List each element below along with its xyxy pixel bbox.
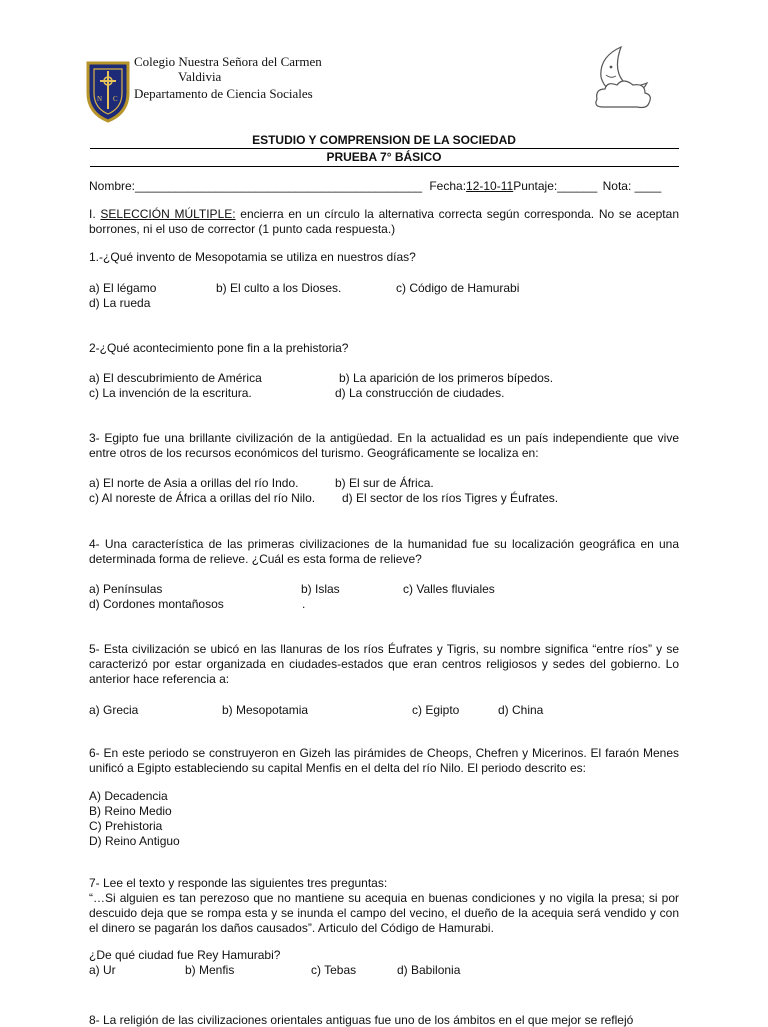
date-label: Fecha: (429, 179, 467, 193)
section-instructions: I. SELECCIÓN MÚLTIPLE: encierra en un círculo la alternativa correcta según corresponda. No se aceptan borrones, ni el uso de corrector (1 punto cada respuesta.) (89, 207, 679, 236)
score-field[interactable]: Puntaje:______ (513, 179, 598, 193)
question-7-intro: 7- Lee el texto y responde las siguientes tres preguntas: (89, 876, 388, 890)
question-5-text: 5- Esta civilización se ubicó en las llanuras de los ríos Éufrates y Tigris, su nombre significa “entre ríos” y se caracterizó por estar organizada en ciudades-estados que eran centros religiosos y sedes del gobierno. Lo anterior hace referencia a: (89, 642, 679, 686)
q6-option-d[interactable]: D) Reino Antiguo (89, 834, 180, 848)
q7-option-a[interactable]: a) Ur (89, 963, 116, 977)
exam-subtitle: PRUEBA 7° BÁSICO (326, 150, 442, 164)
q7-option-b[interactable]: b) Menfis (185, 963, 235, 977)
q5-option-c[interactable]: c) Egipto (412, 703, 460, 717)
school-name: Colegio Nuestra Señora del Carmen (134, 54, 322, 69)
q4-option-a[interactable]: a) Penínsulas (89, 582, 163, 596)
student-info-line (89, 179, 661, 193)
q4-stray-dot: . (302, 597, 306, 611)
q1-option-c[interactable]: c) Código de Hamurabi (396, 281, 520, 295)
school-crest-logo (84, 59, 132, 123)
name-field[interactable]: Nombre:___________________________________________ (89, 179, 422, 193)
q5-option-d[interactable]: d) China (498, 703, 544, 717)
section-heading: SELECCIÓN MÚLTIPLE: (100, 207, 236, 221)
q2-option-c[interactable]: c) La invención de la escritura. (89, 386, 252, 400)
department-name: Departamento de Ciencia Sociales (134, 86, 313, 101)
svg-text:C: C (113, 95, 118, 103)
q3-option-a[interactable]: a) El norte de Asia a orillas del río Indo. (89, 476, 299, 490)
q2-option-d[interactable]: d) La construcción de ciudades. (335, 386, 505, 400)
q3-option-d[interactable]: d) El sector de los ríos Tigres y Éufrates. (342, 491, 559, 505)
q7-option-d[interactable]: d) Babilonia (397, 963, 461, 977)
question-7-quote: “…Si alguien es tan perezoso que no mantiene su acequia en buenas condiciones y no vigila la presa; si por descuido deja que se rompa esta y se inunda el campo del vecino, el dueño de la acequia será vendido y con el dinero se pagarán los daños causados”. Articulo del Código de Hamurabi. (89, 891, 679, 935)
q2-option-b[interactable]: b) La aparición de los primeros bípedos. (339, 371, 554, 385)
q3-option-b[interactable]: b) El sur de África. (335, 476, 434, 490)
date-value: 12-10-11 (466, 179, 514, 193)
question-2-text: 2-¿Qué acontecimiento pone fin a la prehistoria? (89, 341, 349, 355)
q6-option-c[interactable]: C) Prehistoria (89, 819, 163, 833)
q4-option-c[interactable]: c) Valles fluviales (403, 582, 495, 596)
q4-option-b[interactable]: b) Islas (301, 582, 340, 596)
q1-option-d[interactable]: d) La rueda (89, 296, 151, 310)
q3-option-c[interactable]: c) Al noreste de África a orillas del río Nilo. (89, 491, 316, 505)
title-rule-top (90, 148, 679, 149)
q4-option-d[interactable]: d) Cordones montañosos (89, 597, 224, 611)
question-8-text: 8- La religión de las civilizaciones orientales antiguas fue uno de los ámbitos en el que mejor se reflejó (89, 1013, 634, 1027)
q1-option-a[interactable]: a) El légamo (89, 281, 157, 295)
question-4-text: 4- Una característica de las primeras civilizaciones de la humanidad fue su localización geográfica en una determinada forma de relieve. ¿Cuál es esta forma de relieve? (89, 537, 679, 566)
title-rule-bottom (90, 166, 679, 167)
exam-title: ESTUDIO Y COMPRENSION DE LA SOCIEDAD (252, 133, 516, 147)
q6-option-a[interactable]: A) Decadencia (89, 789, 168, 803)
moon-cloud-icon (591, 43, 657, 111)
svg-text:N: N (97, 95, 103, 103)
grade-field[interactable]: Nota: ____ (602, 179, 662, 193)
q7-option-c[interactable]: c) Tebas (311, 963, 357, 977)
q2-option-a[interactable]: a) El descubrimiento de América (89, 371, 262, 385)
q6-option-b[interactable]: B) Reino Medio (89, 804, 172, 818)
q5-option-a[interactable]: a) Grecia (89, 703, 139, 717)
question-6-text: 6- En este periodo se construyeron en Gizeh las pirámides de Cheops, Chefren y Micerinos. El faraón Menes unificó a Egipto estableciendo su capital Menfis en el delta del río Nilo. El periodo descrito es: (89, 746, 679, 775)
q1-option-b[interactable]: b) El culto a los Dioses. (216, 281, 342, 295)
school-city: Valdivia (178, 69, 222, 84)
question-7-text: ¿De qué ciudad fue Rey Hamurabi? (89, 948, 281, 962)
q5-option-b[interactable]: b) Mesopotamia (222, 703, 309, 717)
question-3-text: 3- Egipto fue una brillante civilización de la antigüedad. En la actualidad es un país independiente que vive entre otros de los recursos económicos del turismo. Geográficamente se localiza en: (89, 431, 679, 460)
question-1-text: 1.-¿Qué invento de Mesopotamia se utiliza en nuestros días? (89, 250, 416, 264)
